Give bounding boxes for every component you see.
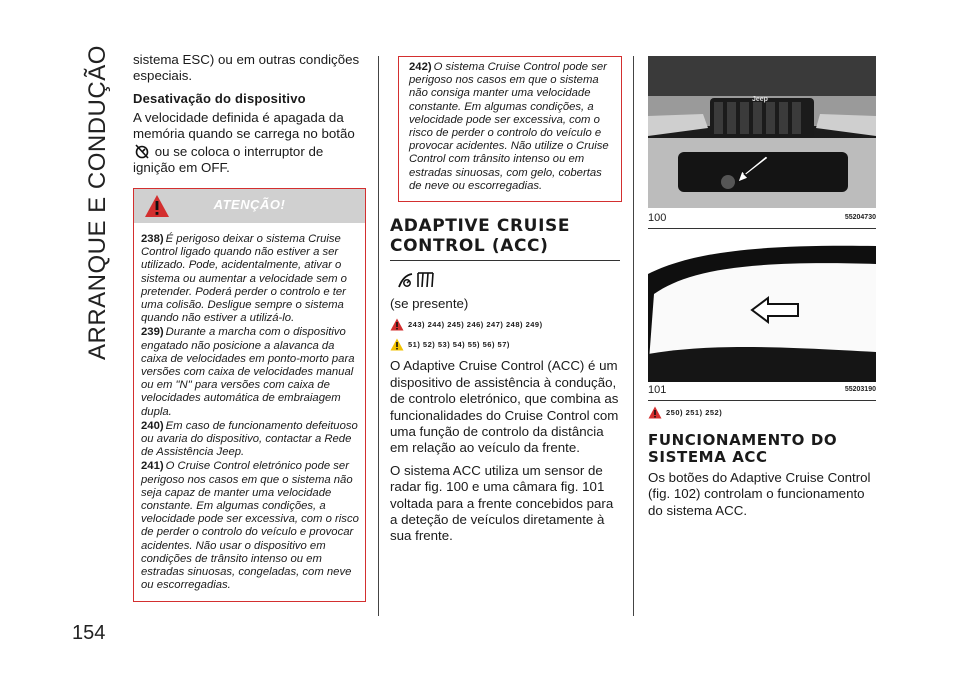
column-1 <box>133 52 364 176</box>
cruise-cancel-icon <box>133 143 151 159</box>
column-divider <box>378 56 379 616</box>
section-heading: ADAPTIVE CRUISE CONTROL (ACC) <box>390 216 571 256</box>
figure-100-photo <box>648 56 876 208</box>
chapter-side-title: ARRANQUE E CONDUÇÃO <box>84 45 111 360</box>
warning-body <box>134 223 365 592</box>
warning-header <box>134 189 365 223</box>
warning-item: 242) O sistema Cruise Control pode ser perigoso nos casos em que o sistema não consiga manter uma velocidade constante. Em algumas condições, a velocidade pode ser excessiva, com o risco de perder o controlo do veículo e provocar acidentes. Não utilize o Cruise Control com trânsito intenso ou em estradas sinuosas, com gelo, cobertas de neve ou escorregadias. <box>409 61 609 192</box>
presence-note: (se presente) <box>390 296 469 311</box>
column-divider <box>633 56 634 616</box>
column-2 <box>390 216 620 551</box>
warning-triangle-icon <box>648 406 662 419</box>
body-paragraph: A velocidade definida é apagada da memória quando se carrega no botão ou se coloca o interruptor de ignição em OFF. <box>133 109 355 176</box>
caution-refs: 51) 52) 53) 54) 55) 56) 57) <box>390 336 620 352</box>
warning-refs: 250) 251) 252) <box>648 404 876 420</box>
figure-rule <box>648 228 876 229</box>
figure-rule <box>648 400 876 401</box>
caution-triangle-icon <box>390 338 404 351</box>
intro-text: sistema ESC) ou em outras condições especiais. <box>133 52 360 84</box>
grille-logo: Jeep <box>752 96 768 103</box>
body-paragraph: Os botões do Adaptive Cruise Control (fig. 102) controlam o funcionamento do sistema ACC. <box>648 470 871 518</box>
body-paragraph: O Adaptive Cruise Control (ACC) é um dispositivo de assistência à condução, de controlo eletrónico, que combina as funcionalidades do Cruise Control com uma função de controlo da distância em relação ao veículo da frente. <box>390 358 619 456</box>
section-heading: FUNCIONAMENTO DO SISTEMA ACC <box>648 431 838 466</box>
warning-box <box>398 56 622 202</box>
warning-item: 241) O Cruise Control eletrónico pode ser perigoso nos casos em que o sistema não seja capaz de manter uma velocidade constante. Em algumas condições, a velocidade pode ser excessiva, com o risco de perder o controlo do veículo e provocar acidentes. Não usar o dispositivo em condições de trânsito intenso ou em estradas sinuosas, congeladas, com neve ou escorregadias. <box>141 460 359 592</box>
warning-box <box>133 188 366 602</box>
warning-item: 238) É perigoso deixar o sistema Cruise Control ligado quando não estiver a ser utilizado. Pode, acidentalmente, ativar o sistema ou aumentar a velocidade sem o pretender. Poderá perder o controlo e ter uma colisão. Desligue sempre o sistema quando não estiver a utilizá-lo. <box>141 233 347 325</box>
figure-caption: 100 55204730 <box>648 212 876 224</box>
column-3 <box>648 404 876 525</box>
body-paragraph: O sistema ACC utiliza um sensor de radar fig. 100 e uma câmara fig. 101 voltada para a frente concebidos para a deteção de veículos diretamente à sua frente. <box>390 462 614 544</box>
warning-triangle-icon <box>390 318 404 331</box>
page-number: 154 <box>72 622 106 644</box>
heading-rule <box>390 260 620 261</box>
acc-icon <box>396 269 620 294</box>
subheading: Desativação do dispositivo <box>133 90 306 106</box>
figure-caption: 101 55203190 <box>648 384 876 396</box>
warning-title: ATENÇÃO! <box>213 197 286 212</box>
warning-item: 240) Em caso de funcionamento defeituoso ou avaria do dispositivo, contactar a Rede de Assistência Jeep. <box>141 419 358 459</box>
warning-item: 239) Durante a marcha com o dispositivo engatado não posicione a alavanca da caixa de velocidades em ponto-morto para versões com caixa de velocidades manual ou em "N" para versões com caixa de velocidades automática de embraiagem dupla. <box>141 326 355 418</box>
warning-refs: 243) 244) 245) 246) 247) 248) 249) <box>390 316 620 332</box>
figure-101-photo <box>648 234 876 382</box>
